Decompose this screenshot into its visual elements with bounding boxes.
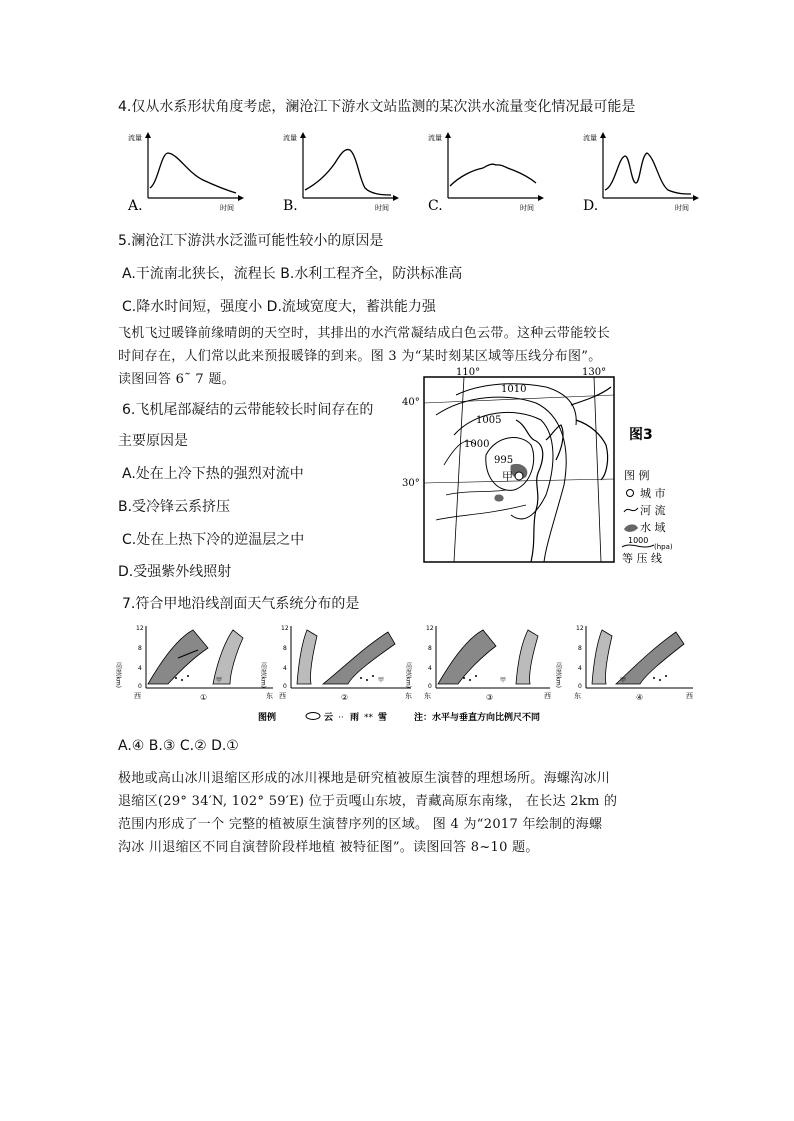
svg-text:0: 0 [138, 683, 142, 690]
question-6-option-b: B.受冷锋云系挤压 [118, 499, 231, 515]
profile-note: 注：水平与垂直方向比例尺不同 [414, 713, 541, 723]
profile-4-left: 东 [574, 692, 581, 700]
question-6-option-d: D.受强紫外线照射 [118, 564, 232, 580]
hydrograph-b-curve [305, 150, 391, 195]
question-7-options: A.④ B.③ C.② D.① [118, 738, 239, 754]
isobar-label-1010: 1010 [501, 384, 527, 395]
question-6-text-2: 主要原因是 [118, 433, 188, 449]
profile-panel-1 [115, 625, 274, 702]
hydrograph-b-xlabel: 时间 [375, 204, 389, 212]
hydrograph-a-xlabel: 时间 [220, 204, 234, 212]
profile-4-num: ④ [636, 693, 644, 702]
intro-paragraph-8-10 [118, 767, 678, 859]
question-6-text-1: 6.飞机尾部凝结的云带能较长时间存在的 [122, 402, 374, 418]
map-lat-30: 30° [402, 478, 420, 489]
legend-water: 水 域 [640, 521, 666, 534]
hydrograph-c-curve [450, 164, 536, 186]
profile-2-num: ② [341, 693, 349, 702]
svg-text:甲: 甲 [378, 677, 385, 684]
question-5-text: 5.澜沧江下游洪水泛滥可能性较小的原因是 [118, 233, 384, 249]
isobar-map-figure [396, 365, 686, 570]
legend-isobar-unit: (hpa) [654, 543, 673, 551]
svg-text:8: 8 [578, 645, 582, 652]
isobar-label-1005: 1005 [476, 415, 502, 426]
svg-text:甲: 甲 [620, 677, 627, 684]
hydrograph-d-xlabel: 时间 [675, 204, 689, 212]
hydrograph-b-letter: B. [283, 198, 298, 214]
hydrograph-c-ylabel: 流量 [428, 134, 442, 142]
svg-text:4: 4 [428, 665, 432, 672]
svg-text:甲: 甲 [500, 677, 507, 684]
hydrograph-d-letter: D. [583, 198, 599, 214]
hydrograph-d [583, 132, 699, 214]
profile-legend [258, 711, 540, 723]
profile-panel-4 [555, 625, 694, 702]
profile-legend-title: 图例 [258, 713, 277, 723]
svg-text:8: 8 [428, 645, 432, 652]
svg-text:4: 4 [283, 665, 287, 672]
profile-1-ylabel: 高度(km) [114, 662, 122, 689]
profile-3-right: 西 [544, 692, 551, 700]
legend-rain: 雨 [350, 713, 360, 723]
svg-text:甲: 甲 [216, 677, 223, 684]
legend-snow: 雪 [378, 713, 388, 723]
question-5-options-ab: A.干流南北狭长，流程长 B.水利工程齐全，防洪标准高 [122, 266, 463, 282]
legend-cloud: 云 [324, 713, 334, 723]
flood-hydrograph-options [118, 128, 698, 218]
profile-4-right: 西 [686, 692, 693, 700]
question-7-text: 7.符合甲地沿线剖面天气系统分布的是 [122, 596, 360, 612]
map-legend [622, 468, 673, 565]
svg-text:0: 0 [578, 683, 582, 690]
legend-city-icon [627, 490, 634, 497]
svg-text:0: 0 [283, 683, 287, 690]
legend-isobar-value: 1000 [628, 536, 649, 545]
svg-text:8: 8 [138, 645, 142, 652]
hydrograph-b-ylabel: 流量 [283, 134, 297, 142]
svg-text:4: 4 [138, 665, 142, 672]
hydrograph-a-ylabel: 流量 [128, 134, 142, 142]
profile-3-num: ③ [486, 693, 494, 702]
hydrograph-d-curve [605, 153, 691, 194]
legend-city: 城 市 [640, 487, 666, 500]
legend-title: 图 例 [624, 469, 650, 482]
hydrograph-d-ylabel: 流量 [583, 134, 597, 142]
profile-2-left: 西 [279, 692, 286, 700]
svg-text:0: 0 [428, 683, 432, 690]
intro2-line-1: 极地或高山冰川退缩区形成的冰川裸地是研究植被原生演替的理想场所。海螺沟冰川 [118, 771, 611, 786]
legend-river: 河 流 [640, 504, 666, 517]
hydrograph-c-letter: C. [428, 198, 443, 214]
legend-river-icon [624, 508, 638, 512]
svg-text:12: 12 [576, 625, 584, 632]
hydrograph-a-letter: A. [128, 198, 143, 214]
intro-line-3: 读图回答 6˜ 7 题。 [118, 372, 236, 387]
question-6-option-c: C.处在上热下冷的逆温层之中 [122, 532, 305, 548]
hydrograph-c [428, 132, 544, 214]
profile-2-right: 东 [405, 692, 412, 700]
legend-water-icon [624, 524, 638, 532]
question-4-text: 4.仅从水系形状角度考虑，澜沧江下游水文站监测的某次洪水流量变化情况最可能是 [118, 99, 636, 115]
hydrograph-c-xlabel: 时间 [520, 204, 534, 212]
map-lon-130: 130° [582, 367, 607, 378]
intro2-line-4: 沟冰 川退缩区不同自演替阶段样地植 被特征图”。读图回答 8~10 题。 [118, 840, 539, 855]
question-6-option-a: A.处在上冷下热的强烈对流中 [122, 466, 304, 482]
profile-1-left: 西 [134, 692, 141, 700]
map-lat-40: 40° [402, 397, 420, 408]
city-jia-marker [515, 472, 523, 480]
profile-panel-3 [405, 625, 552, 702]
svg-text:8: 8 [283, 645, 287, 652]
snow-icon: ** [364, 713, 373, 723]
intro-line-2: 时间存在，人们常以此来预报暖锋的到来。图 3 为“某时刻某区域等压线分布图”。 [118, 349, 602, 364]
intro2-line-3: 范围内形成了一个 完整的植被原生演替序列的区域。 图 4 为“2017 年绘制的海螺 [118, 817, 603, 832]
legend-isobar: 等 压 线 [622, 552, 662, 565]
profile-3-ylabel: 高度(km) [404, 662, 412, 689]
svg-text:12: 12 [426, 625, 434, 632]
profile-2-ylabel: 高度(km) [259, 662, 267, 689]
question-5-options-cd: C.降水时间短，强度小 D.流域宽度大，蓄洪能力强 [122, 299, 436, 315]
hydrograph-a [127, 132, 244, 214]
isobar-label-1000: 1000 [464, 439, 490, 450]
profile-4-ylabel: 高度(km) [554, 662, 562, 689]
svg-text:4: 4 [578, 665, 582, 672]
isobar-label-995: 995 [494, 455, 514, 466]
city-jia-label: 甲 [502, 470, 513, 483]
svg-text:12: 12 [281, 625, 289, 632]
svg-text:··: ·· [338, 713, 344, 723]
profile-panel-2 [260, 625, 413, 702]
map-lon-110: 110° [456, 367, 481, 378]
hydrograph-b [283, 132, 399, 214]
legend-isobar-icon [622, 545, 654, 547]
profile-3-left: 东 [424, 692, 431, 700]
weather-profile-options [114, 618, 698, 728]
hydrograph-a-curve [150, 153, 236, 193]
svg-text:12: 12 [136, 625, 144, 632]
profile-1-right: 东 [266, 692, 273, 700]
profile-1-num: ① [200, 693, 208, 702]
intro2-line-2: 退缩区(29° 34′N, 102° 59′E) 位于贡嘎山东坡，青藏高原东南缘， 在长达 2km 的 [118, 794, 618, 809]
figure-3-label: 图3 [629, 427, 653, 443]
intro-line-1: 飞机飞过暖锋前缘晴朗的天空时，其排出的水汽常凝结成白色云带。这种云带能较长 [118, 326, 611, 341]
cloud-icon [306, 713, 320, 720]
